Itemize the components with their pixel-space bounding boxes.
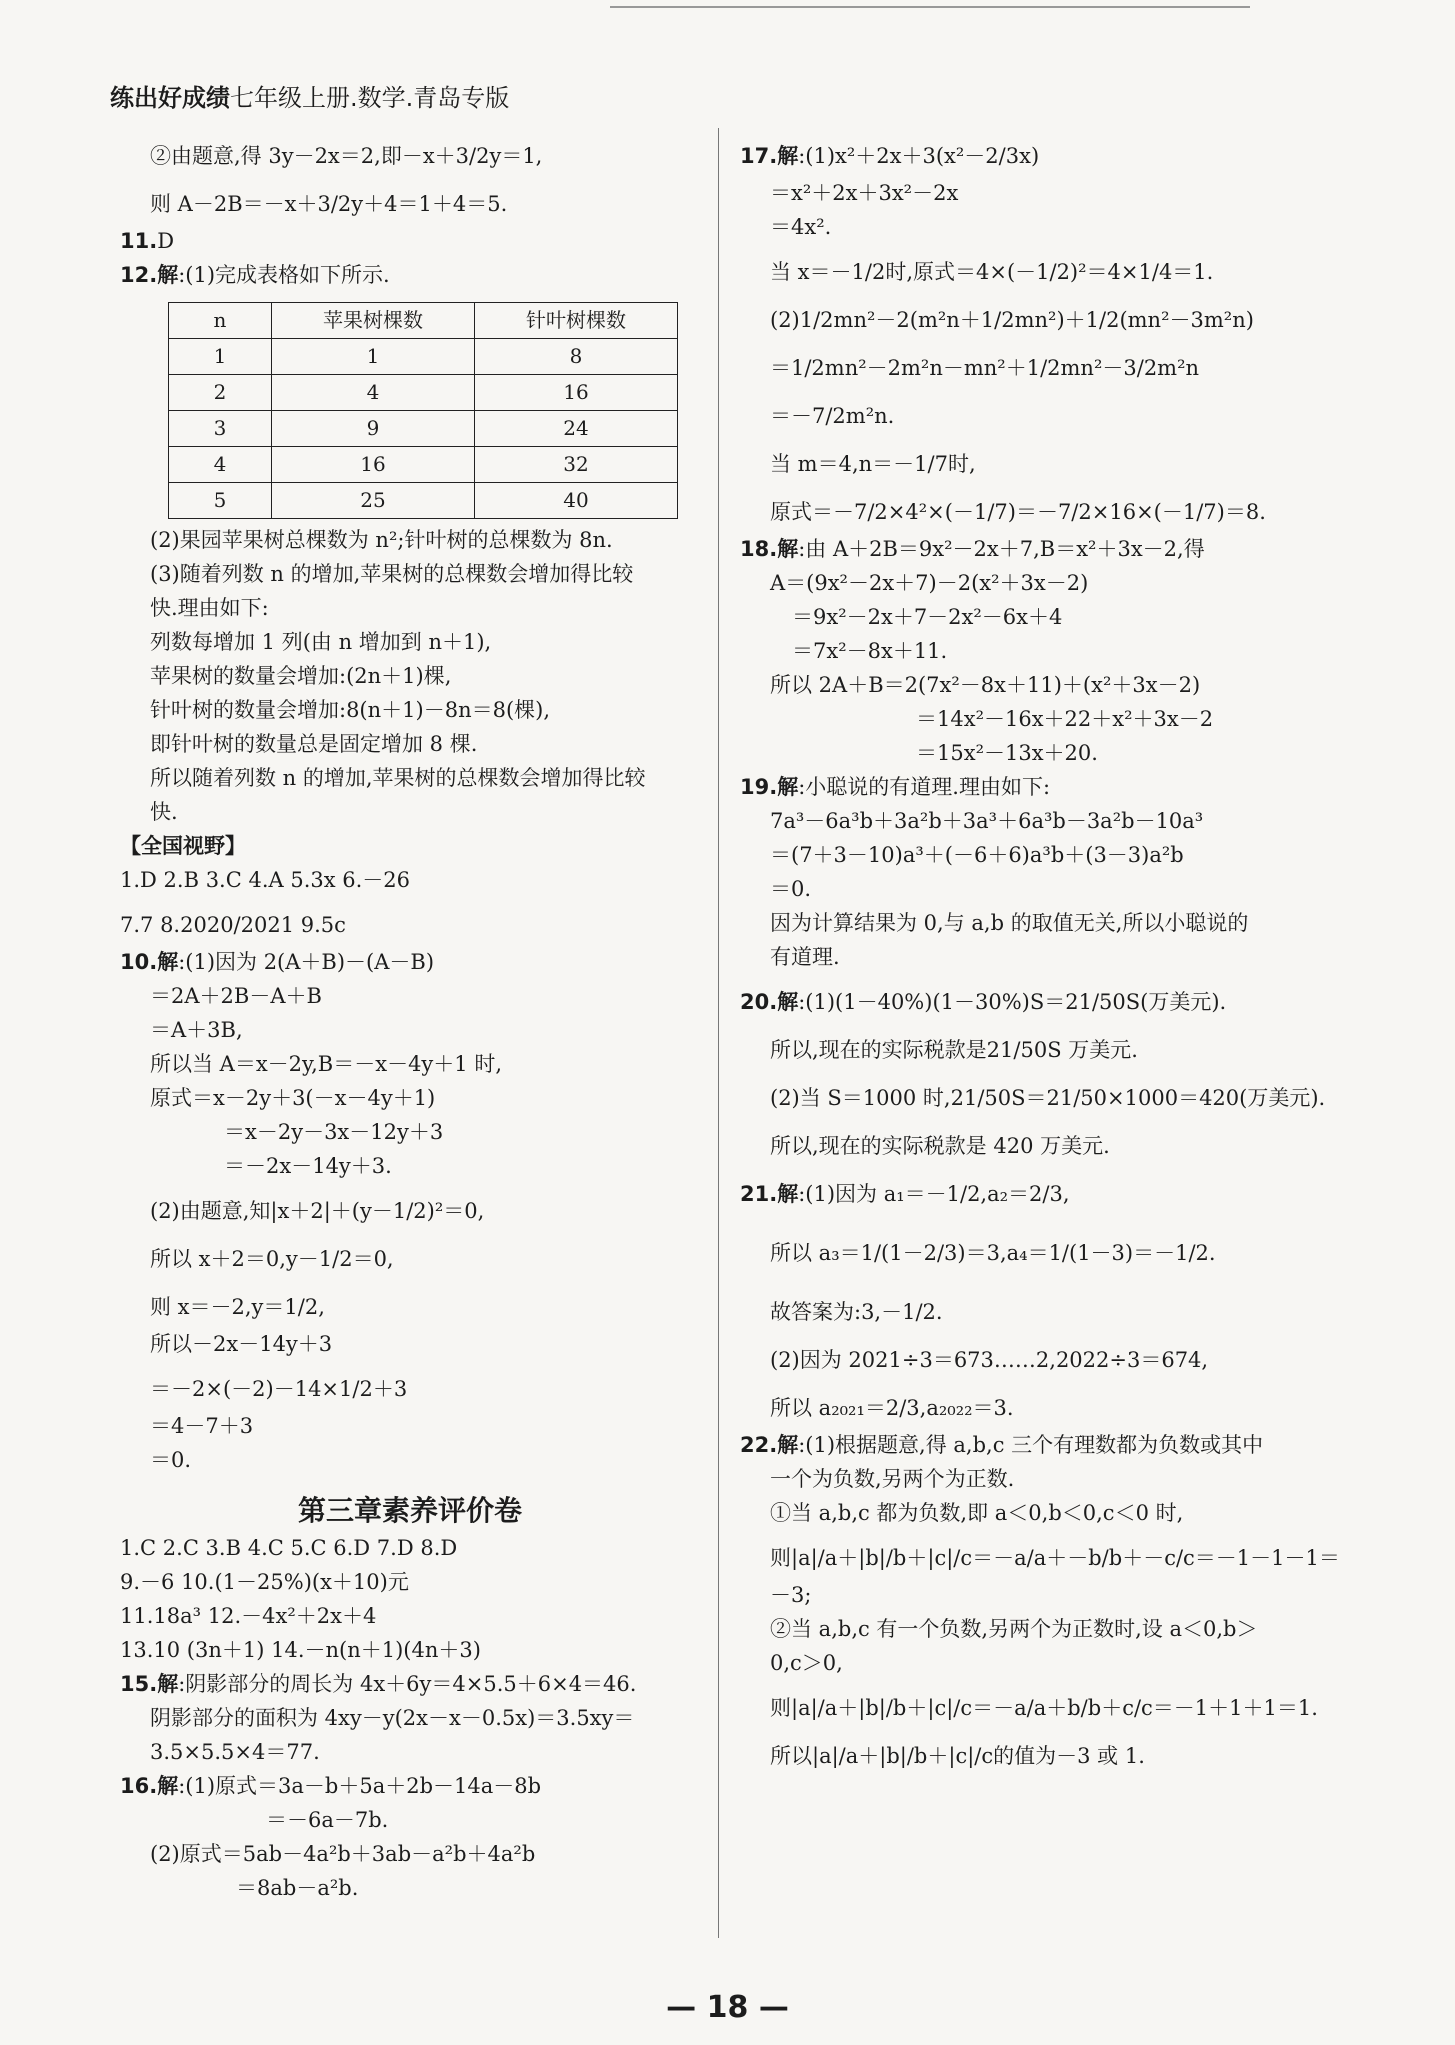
answer-line: 故答案为:3,－1/2.	[770, 1299, 943, 1324]
answer-line: ＝7x²－8x＋11.	[792, 639, 948, 663]
answer-line: 即针叶树的数量总是固定增加 8 棵.	[150, 732, 478, 756]
answer-line: ＝(7＋3－10)a³＋(－6＋6)a³b＋(3－3)a²b	[770, 843, 1184, 867]
table-row	[169, 483, 678, 519]
answer-line: ＝2A＋2B－A＋B	[150, 984, 322, 1008]
answer-text: :(1)原式＝3a－b＋5a＋2b－14a－8b	[178, 1773, 542, 1798]
question-11	[120, 228, 700, 262]
table-cell: 5	[169, 483, 272, 519]
table-cell: 24	[475, 411, 678, 447]
answer-line: ＝x²＋2x＋3x²－2x	[770, 181, 959, 205]
table-header-cell: 针叶树棵数	[475, 303, 678, 339]
answer-line: (2)原式＝5ab－4a²b＋3ab－a²b＋4a²b	[150, 1841, 536, 1866]
question-number: 21.	[740, 1181, 778, 1206]
answer-line: 有道理.	[770, 945, 840, 969]
solution-label: 解	[777, 989, 799, 1014]
question-19	[740, 774, 1340, 808]
solution-label: 解	[777, 1181, 799, 1206]
answer-text: :(1)根据题意,得 a,b,c 三个有理数都为负数或其中	[798, 1433, 1264, 1457]
column-divider	[718, 128, 719, 1938]
answer-line: ＝15x²－13x＋20.	[916, 741, 1098, 765]
table-cell: 1	[169, 339, 272, 375]
table-cell: 16	[272, 447, 475, 483]
answer-line: 1.D 2.B 3.C 4.A 5.3x 6.－26	[120, 868, 411, 892]
solution-label: 解	[777, 537, 799, 561]
answer-line: 当 x＝－1/2时,原式＝4×(－1/2)²＝4×1/4＝1.	[770, 259, 1214, 284]
answer-text: :(1)因为 a₁＝－1/2,a₂＝2/3,	[798, 1181, 1070, 1206]
right-column	[740, 132, 1340, 1780]
answer-line: ＝14x²－16x＋22＋x²＋3x－2	[916, 707, 1214, 731]
answer-line: ＝9x²－2x＋7－2x²－6x＋4	[792, 605, 1063, 629]
answer-line: ＝－6a－7b.	[266, 1807, 389, 1832]
answer-line: ＝8ab－a²b.	[236, 1875, 359, 1900]
answer-line: 所以随着列数 n 的增加,苹果树的总棵数会增加得比较	[150, 766, 646, 790]
header-subtitle: 七年级上册.数学.青岛专版	[230, 84, 510, 112]
answer-line: 列数每增加 1 列(由 n 增加到 n＋1),	[150, 630, 492, 654]
answer-line: 苹果树的数量会增加:(2n＋1)棵,	[150, 664, 452, 688]
answer-line: 所以 a₂₀₂₁＝2/3,a₂₀₂₂＝3.	[770, 1395, 1014, 1420]
answer-line: 所以 a₃＝1/(1－2/3)＝3,a₄＝1/(1－3)＝－1/2.	[770, 1240, 1216, 1265]
answer-line: 当 m＝4,n＝－1/7时,	[770, 451, 976, 476]
answer-line: ＝－7/2m²n.	[770, 403, 895, 428]
answer-line: 所以 2A＋B＝2(7x²－8x＋11)＋(x²＋3x－2)	[770, 673, 1201, 697]
answer-line: ＝A＋3B,	[150, 1018, 243, 1042]
question-16	[120, 1773, 700, 1807]
question-number: 15.	[120, 1671, 158, 1696]
question-number: 22.	[740, 1433, 778, 1457]
question-10	[120, 949, 700, 983]
table-row	[169, 447, 678, 483]
left-column	[120, 132, 700, 1909]
table-cell: 8	[475, 339, 678, 375]
solution-label: 解	[157, 263, 179, 287]
answer-line: 则|a|/a＋|b|/b＋|c|/c＝－a/a＋－b/b＋－c/c＝－1－1－1＝	[770, 1545, 1340, 1570]
answer-line: 7.7 8.2020/2021 9.5c	[120, 912, 346, 937]
question-15	[120, 1671, 700, 1705]
answer-line: 则 A－2B＝－x＋3/2y＋4＝1＋4＝5.	[150, 191, 508, 216]
answer-line: ②当 a,b,c 有一个负数,另两个为正数时,设 a＜0,b＞	[770, 1617, 1258, 1641]
answer-line: 所以当 A＝x－2y,B＝－x－4y＋1 时,	[150, 1052, 503, 1076]
answer-line: ＝－2×(－2)－14×1/2＋3	[150, 1376, 408, 1401]
answer-line: 7a³－6a³b＋3a²b＋3a³＋6a³b－3a²b－10a³	[770, 809, 1204, 833]
page-number-value: 18	[706, 1990, 749, 2025]
answer-line: 针叶树的数量会增加:8(n＋1)－8n＝8(棵),	[150, 698, 551, 722]
page-number: — 18 —	[666, 1990, 789, 2025]
answer-line: 阴影部分的面积为 4xy－y(2x－x－0.5x)＝3.5xy＝	[150, 1705, 635, 1730]
question-number: 20.	[740, 989, 778, 1014]
answer-line: 9.－6 10.(1－25%)(x＋10)元	[120, 1569, 409, 1594]
table-cell: 2	[169, 375, 272, 411]
answer-text: :阴影部分的周长为 4x＋6y＝4×5.5＋6×4＝46.	[178, 1671, 637, 1696]
question-20	[740, 978, 1340, 1026]
answer-line: 快.理由如下:	[150, 596, 269, 620]
solution-label: 解	[157, 1671, 179, 1696]
answer-line: ①当 a,b,c 都为负数,即 a＜0,b＜0,c＜0 时,	[770, 1501, 1184, 1525]
answer-line: 3.5×5.5×4＝77.	[150, 1739, 320, 1764]
answer-line: ＝4x².	[770, 215, 832, 239]
answer-line: (2)1/2mn²－2(m²n＋1/2mn²)＋1/2(mn²－3m²n)	[770, 307, 1254, 332]
solution-label: 解	[777, 1433, 799, 1457]
table-cell: 3	[169, 411, 272, 447]
table-cell: 40	[475, 483, 678, 519]
question-22	[740, 1432, 1340, 1466]
table-cell: 4	[272, 375, 475, 411]
header-brand: 练出好成绩	[110, 84, 230, 112]
answer-line: A＝(9x²－2x＋7)－2(x²＋3x－2)	[770, 571, 1089, 595]
question-17	[740, 132, 1340, 180]
answer-text: D	[157, 229, 175, 253]
question-number: 17.	[740, 143, 778, 168]
question-12	[120, 262, 700, 296]
answer-line: ＝0.	[770, 877, 812, 901]
question-21	[740, 1170, 1340, 1218]
answer-line: (2)由题意,知|x＋2|＋(y－1/2)²＝0,	[150, 1198, 485, 1223]
table-row	[169, 375, 678, 411]
answer-line: 所以 x＋2＝0,y－1/2＝0,	[150, 1246, 394, 1271]
answer-line: 所以|a|/a＋|b|/b＋|c|/c的值为－3 或 1.	[770, 1743, 1145, 1768]
table-cell: 16	[475, 375, 678, 411]
answer-line: ＝0.	[150, 1448, 192, 1472]
solution-label: 解	[157, 950, 179, 974]
table-cell: 4	[169, 447, 272, 483]
question-number: 11.	[120, 229, 158, 253]
answer-line: 原式＝x－2y＋3(－x－4y＋1)	[150, 1086, 436, 1110]
solution-label: 解	[157, 1773, 179, 1798]
answer-line: (3)随着列数 n 的增加,苹果树的总棵数会增加得比较	[150, 562, 634, 586]
tree-count-table	[168, 302, 678, 519]
page-header	[110, 78, 509, 113]
answer-line: ②由题意,得 3y－2x＝2,即－x＋3/2y＝1,	[150, 143, 543, 168]
answer-text: :由 A＋2B＝9x²－2x＋7,B＝x²＋3x－2,得	[798, 537, 1205, 561]
table-cell: 32	[475, 447, 678, 483]
section-heading: 【全国视野】	[120, 834, 246, 858]
question-number: 12.	[120, 263, 158, 287]
question-number: 19.	[740, 775, 778, 799]
answer-line: 则 x＝－2,y＝1/2,	[150, 1294, 325, 1319]
answer-line: 所以－2x－14y＋3	[150, 1332, 333, 1356]
section-title: 第三章素养评价卷	[297, 1494, 522, 1527]
solution-label: 解	[777, 143, 799, 168]
answer-line: 快.	[150, 800, 178, 824]
answer-line: (2)当 S＝1000 时,21/50S＝21/50×1000＝420(万美元).	[770, 1085, 1326, 1110]
table-header-cell: n	[169, 303, 272, 339]
answer-line: 13.10 (3n＋1) 14.－n(n＋1)(4n＋3)	[120, 1637, 481, 1662]
table-cell: 9	[272, 411, 475, 447]
answer-line: 一个为负数,另两个为正数.	[770, 1467, 1015, 1491]
answer-text: :(1)x²＋2x＋3(x²－2/3x)	[798, 143, 1040, 168]
answer-line: ＝1/2mn²－2m²n－mn²＋1/2mn²－3/2m²n	[770, 355, 1200, 380]
answer-line: ＝－2x－14y＋3.	[224, 1154, 392, 1178]
answer-line: －3;	[770, 1583, 812, 1607]
answer-line: 11.18a³ 12.－4x²＋2x＋4	[120, 1603, 377, 1628]
answer-text: :(1)(1－40%)(1－30%)S＝21/50S(万美元).	[798, 989, 1227, 1014]
table-header-cell: 苹果树棵数	[272, 303, 475, 339]
answer-line: 1.C 2.C 3.B 4.C 5.C 6.D 7.D 8.D	[120, 1535, 458, 1560]
answer-text: :小聪说的有道理.理由如下:	[798, 775, 1051, 799]
answer-line: (2)因为 2021÷3＝673……2,2022÷3＝674,	[770, 1347, 1209, 1372]
table-row	[169, 411, 678, 447]
solution-label: 解	[777, 775, 799, 799]
answer-line: 则|a|/a＋|b|/b＋|c|/c＝－a/a＋b/b＋c/c＝－1＋1＋1＝1.	[770, 1695, 1318, 1720]
question-number: 10.	[120, 950, 158, 974]
table-row	[169, 339, 678, 375]
table-cell: 25	[272, 483, 475, 519]
top-rule	[610, 6, 1250, 8]
answer-line: ＝x－2y－3x－12y＋3	[224, 1120, 444, 1144]
answer-text: :(1)完成表格如下所示.	[178, 263, 390, 287]
answer-line: 所以,现在的实际税款是 420 万美元.	[770, 1133, 1110, 1158]
answer-line: 所以,现在的实际税款是21/50S 万美元.	[770, 1037, 1138, 1062]
question-number: 18.	[740, 537, 778, 561]
answer-line: ＝4－7＋3	[150, 1414, 254, 1438]
question-number: 16.	[120, 1773, 158, 1798]
answer-line: 因为计算结果为 0,与 a,b 的取值无关,所以小聪说的	[770, 911, 1249, 935]
answer-text: :(1)因为 2(A＋B)－(A－B)	[178, 950, 435, 974]
answer-line: (2)果园苹果树总棵数为 n²;针叶树的总棵数为 8n.	[150, 528, 613, 552]
table-header-row	[169, 303, 678, 339]
question-18	[740, 536, 1340, 570]
answer-line: 0,c＞0,	[770, 1651, 843, 1675]
answer-line: 原式＝－7/2×4²×(－1/7)＝－7/2×16×(－1/7)＝8.	[770, 499, 1266, 524]
table-cell: 1	[272, 339, 475, 375]
